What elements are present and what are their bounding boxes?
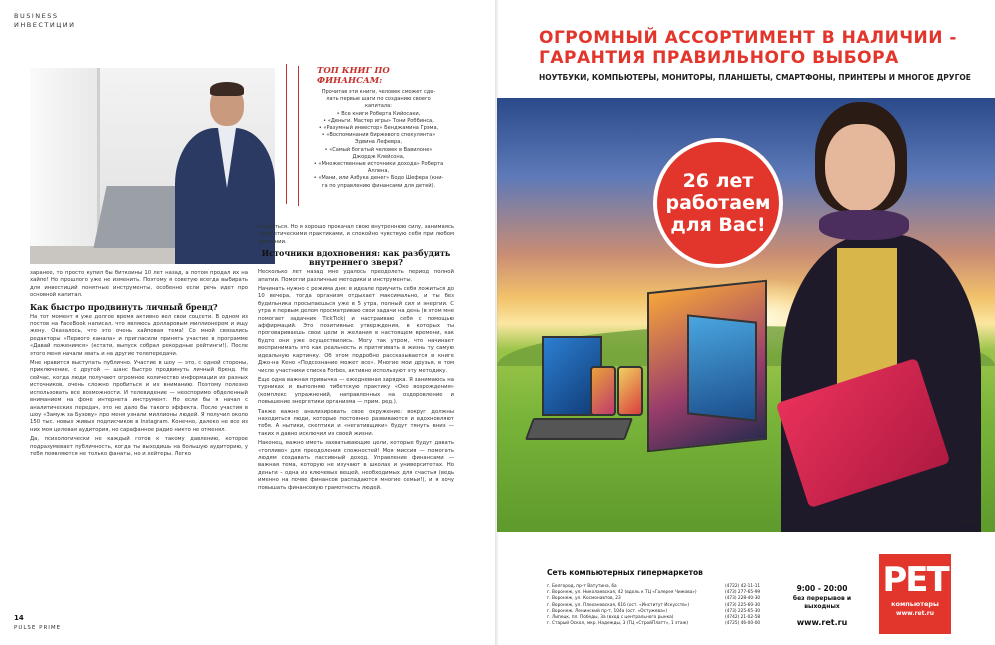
store-address: г. Воронеж, Ленинский пр-т, 104а (ост. «Остужева») xyxy=(547,608,668,614)
article-paragraph: Еще одна важная привычка — ежедневная зарядка. Я занимаюсь на турниках и выполняю тибетскую практику «Око возрождения» (комплекс упражнений, направленных на оздоровление и повышение энергетики организма — прим. ред.). xyxy=(258,376,454,406)
smartphone-device xyxy=(617,366,643,416)
top-books-box xyxy=(298,66,458,206)
store-address: г. Белгород, пр-т Ватутина, 6а xyxy=(547,584,617,589)
logo-wordmark: PET xyxy=(882,560,948,600)
book-line: • «Множественные источники дохода» Роберта xyxy=(313,161,444,168)
book-line: га по управлению финансами для детей). xyxy=(321,182,436,189)
store-phone: (473) 225-65-30 xyxy=(725,608,761,614)
article-paragraph: Да, психологически не каждый готов к такому давлению, которое подразумевает публичность, когда ты выходишь на большую аудиторию, у тебя появляются не только фанаты, но и хейтеры. Легко xyxy=(30,436,248,457)
opening-hours xyxy=(777,584,867,611)
book-line: • «Деньги. Мастер игры» Тони Роббинса, xyxy=(323,117,434,124)
store-address: г. Воронеж, ул. Космонавтов, 23 xyxy=(547,596,621,602)
article-paragraph: Несколько лет назад мне удалось преодолеть период полной апатии. Помогли различные методики и инструменты. xyxy=(258,269,454,283)
article-column-2 xyxy=(258,224,454,494)
top-books-list xyxy=(299,89,458,190)
article-paragraph: Начинать нужно с режима дня: в идеале приучить себя ложиться до 10 вечера, тогда организм отдыхает максимально, и ты без будильника просыпаешься уже в 5 утра, полный сил и энергии. С утра я первым делом просматриваю свои задачи на день (в этом мне помогает задачник TickTick) и настраиваю себя с помощью аффирмаций. Это позитивные утверждения, в которых ты проговариваешь свои цели и желания в настоящем времени, как будто они уже осуществились. Могу так утром, что начинает воспринимать это как реальность и притягивать в жизнь ту самую идеальную картинку. Об этом подробно рассказывается в книге Джо-на Кено «Подсознание может все». Многие мои друзья, в том числе участники списка Forbes, активно используют эту методику. xyxy=(258,286,455,374)
anniversary-badge xyxy=(653,138,783,268)
right-page-ad xyxy=(497,0,995,645)
book-line: капитала: xyxy=(364,103,393,110)
article-subheading: Источники вдохновения: как разбудить внутреннего зверя? xyxy=(261,248,451,268)
article-subheading: Как быстро продвинуть личный бренд? xyxy=(30,301,218,312)
store-phone: (4742) 21-02-58 xyxy=(725,615,761,621)
book-line: лать первые шаги по созданию своего xyxy=(326,96,431,103)
store-address: г. Старый Оскол, мкр. Надежды, 3 (ТЦ «СтройПлатт», 1 этаж) xyxy=(547,621,689,627)
left-page xyxy=(0,0,497,645)
book-line: • «Разумный инвестор» Бенджамина Грэма, xyxy=(318,125,439,132)
badge-line: для Вас! xyxy=(670,214,766,236)
section-tag xyxy=(14,12,75,30)
book-line: • «Мани, или Азбука денег» Бодо Шеферa (кни- xyxy=(313,175,444,182)
monitor-device xyxy=(687,314,757,421)
store-addresses xyxy=(547,584,723,627)
section-tag-line: BUSINESS xyxy=(14,12,59,20)
logo-subtitle: компьютеры xyxy=(891,600,939,608)
website-link[interactable]: www.ret.ru xyxy=(796,618,848,627)
store-address: г. Воронеж, ул. Плехановская, 61б (ост. «Институт Искусств») xyxy=(547,602,690,608)
book-line: Аллена, xyxy=(367,168,390,175)
book-line: • Все книги Роберта Кийосаки, xyxy=(336,110,421,117)
store-phone: (473) 225-60-30 xyxy=(725,602,761,608)
book-line: Джордж Клейсона, xyxy=(352,153,405,160)
store-phone: (4725) 46-00-00 xyxy=(725,621,761,627)
store-phone: (4722) 42-11-11 xyxy=(725,584,761,589)
model-face xyxy=(825,124,895,212)
footer-title: Сеть компьютерных гипермаркетов xyxy=(547,568,703,577)
hours-note: без перерывов и выходных xyxy=(792,595,852,610)
ad-headline: ОГРОМНЫЙ АССОРТИМЕНТ В НАЛИЧИИ - ГАРАНТИЯ ПРАВИЛЬНОГО ВЫБОРА xyxy=(539,28,957,68)
photo-window xyxy=(30,68,100,264)
ad-credit: Реклама xyxy=(956,520,976,525)
store-phones xyxy=(725,584,777,627)
smartphone-device xyxy=(590,366,616,416)
article-paragraph: Мне нравится выступать публично. Участие в шоу — это, с одной стороны, приключение, с другой — шанс быстро продвинуть личный бренд. Не сейчас, когда люди получают огромное количество информации из разных источников, очень сложно пробиться и их вниманию. Поэтому полезно использовать все возможности. И телевидение — неоспоримо обделенный вниманием на фоне интернета инструмент. Но если бы я начал с аналитических передач, это не дало бы такого эффекта. После участия в шоу «Замуж за Бузову» про меня узнали миллионы людей. Я получил около 150 тыс. новых живых подписчиков в Instagram. Конечно, далеко не все из них моя целевая аудитория, но сарафанное радио никто не отменял. xyxy=(30,360,248,433)
ad-scene xyxy=(497,98,995,532)
book-line: • «Самый богатый человек в Вавилоне» xyxy=(324,146,433,153)
keyboard-dock xyxy=(525,418,633,440)
store-phone: (473) 277-65-99 xyxy=(725,590,761,596)
book-line: Прочитав эти книги, человек сможет сде- xyxy=(321,89,436,95)
ad-subline: НОУТБУКИ, КОМПЬЮТЕРЫ, МОНИТОРЫ, ПЛАНШЕТЫ, СМАРТФОНЫ, ПРИНТЕРЫ И МНОГОЕ ДРУГОЕ xyxy=(539,73,971,82)
page-number: 14 xyxy=(14,614,24,622)
badge-line: работаем xyxy=(665,192,771,214)
store-phone: (473) 228-40-30 xyxy=(725,596,761,602)
store-address: г. Липецк, пл. Победы, 3а (вход с центрального рынка) xyxy=(547,615,674,621)
store-address: г. Воронеж, ул. Николаевская, 42 (вдоль к ТЦ «Галерея Чижова») xyxy=(547,590,697,596)
book-line: • «Воспоминания биржевого спекулянта» xyxy=(321,132,436,139)
magazine-name: PULSE PRIME xyxy=(14,625,62,631)
article-paragraph: заранее, то просто купил бы биткоины 10 лет назад, а потом продал их на хайпе! Но прошлого уже не изменить. Поэтому я советую всегда выбирать для инвестиций понятные инструменты, особенно если речь идет про основной капитал. xyxy=(30,270,248,299)
article-paragraph: Также важно анализировать свое окружение: вокруг должны находиться люди, которые постоянно развиваются и вдохновляют тебя. А нытики, скептики и «негативщики» будут тянуть вниз — таких я давно исключил из своей жизни. xyxy=(258,408,454,437)
hours-time: 9:00 - 20:00 xyxy=(796,584,848,593)
photo-man-hair xyxy=(210,82,244,96)
section-tag-line: ИНВЕСТИЦИИ xyxy=(14,21,76,29)
model-scarf xyxy=(819,210,909,240)
article-column-1 xyxy=(30,270,248,460)
page-spine-shadow xyxy=(495,0,499,645)
top-books-title: ТОП КНИГ ПО ФИНАНСАМ: xyxy=(317,66,390,86)
article-paragraph: сломаться. Но я хорошо прокачал свою внутреннюю силу, занимаясь энергетическими практиками, и спокойно чувствую себя при любом давлении. xyxy=(258,224,454,245)
book-line: Эдвина Лефевра, xyxy=(355,139,402,146)
article-paragraph: На тот момент я уже долгое время активно вел свои соцсети. В одном из постов на FaceBook написал, что являюсь долларовым миллионером и ищу жену. Оказалось, что это очень хайповая тема! Со мной связались редакторы «Первого канала» и пригласили принять участие в программе «Давай поженимся» (кстати, выпуск собрал рекордные рейтинги!). После этого меня начали звать и на другие телепередачи. xyxy=(30,313,248,357)
article-paragraph: Наконец, важно иметь захватывающие цели, которые будут давать «топливо» для преодоления сложностей! Моя миссия — помогать людям создавать пассивный доход. Управление финансами — важная тема, которую не изучают в школах и университетах. Но деньги – одна из ключевых вещей, необходимых для счастья (ведь именно на почве финансов распадаются многие семьи!), и я хочу повышать финансовую грамотность людей. xyxy=(258,440,454,491)
books-divider xyxy=(286,64,287,204)
badge-line: 26 лет xyxy=(682,170,754,192)
ret-logo xyxy=(879,554,951,634)
businessman-photo xyxy=(30,68,275,264)
ad-footer xyxy=(497,548,995,645)
logo-url: www.ret.ru xyxy=(896,610,934,617)
